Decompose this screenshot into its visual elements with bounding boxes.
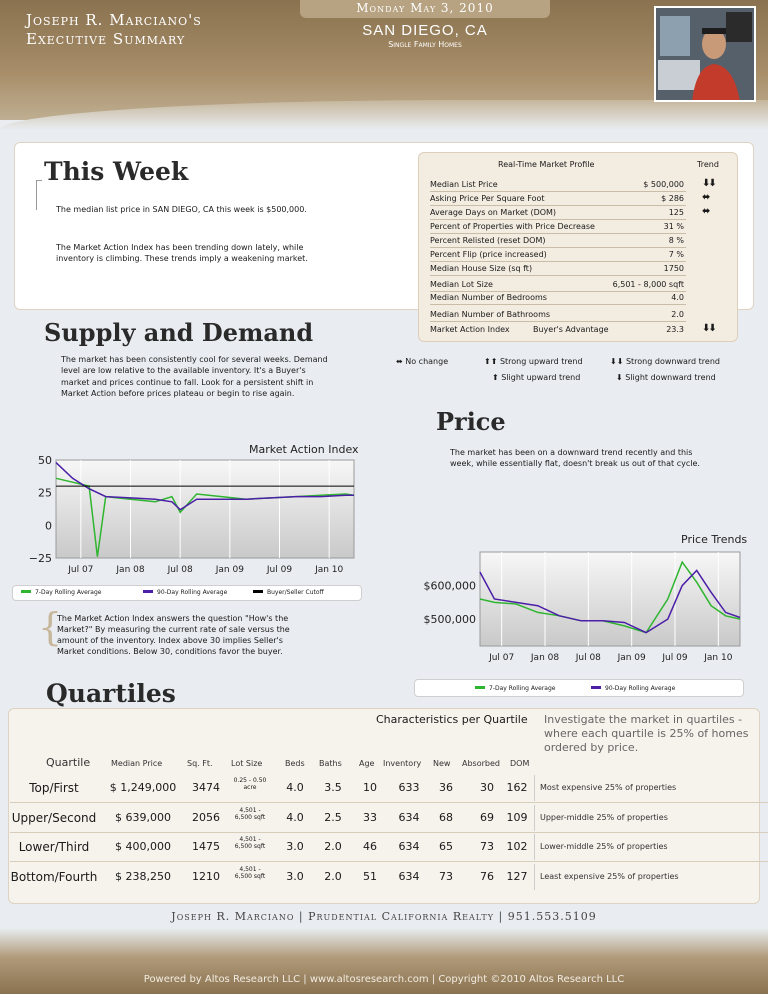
quartile-new: 65	[439, 840, 453, 853]
quartile-inventory: 634	[398, 840, 420, 853]
quartile-sqft: 2056	[192, 811, 220, 824]
quartile-inventory: 634	[398, 811, 420, 824]
quartile-description: Upper-middle 25% of properties	[540, 813, 668, 822]
this-week-heading: This Week	[44, 157, 189, 186]
profile-row	[430, 234, 686, 248]
profile-row	[430, 248, 686, 262]
profile-row-value: 1750	[663, 264, 684, 273]
price-legend-7day: 7-Day Rolling Average	[489, 685, 556, 692]
legend-green-swatch	[21, 590, 31, 593]
quartile-absorbed: 30	[480, 781, 494, 794]
mai-value: 23.3	[666, 325, 684, 334]
quartile-lot-line2: 6,500 sqft	[234, 873, 266, 880]
supply-demand-heading: Supply and Demand	[44, 318, 314, 347]
quartile-row	[10, 803, 768, 833]
this-week-para2-l1: The Market Action Index has been trending down lately, while	[56, 243, 304, 252]
quartile-absorbed: 73	[480, 840, 494, 853]
quartile-new: 36	[439, 781, 453, 794]
quartile-name: Bottom/Fourth	[10, 870, 98, 884]
mai-trend-icon: ⬇⬇	[702, 323, 715, 334]
profile-row-value: 4.0	[671, 293, 684, 302]
report-date: Monday May 3, 2010	[300, 0, 550, 18]
quartile-row	[10, 862, 768, 892]
profile-row-value: 7 %	[668, 250, 684, 259]
mai-legend-cutoff: Buyer/Seller Cutoff	[267, 589, 324, 596]
q-hdr-quartile: Quartile	[46, 756, 91, 769]
profile-row-label: Asking Price Per Square Foot	[430, 194, 545, 203]
legend-no-change-label: No change	[405, 357, 449, 366]
quartile-age: 46	[363, 840, 377, 853]
quartile-baths: 2.5	[324, 811, 342, 824]
agent-contact-line: Joseph R. Marciano | Prudential California Realty | 951.553.5109	[171, 910, 597, 923]
y-tick-label: −25	[28, 552, 52, 565]
profile-row-label: Percent of Properties with Price Decrease	[430, 222, 595, 231]
supply-text-l1: The market has been consistently cool for several weeks. Demand	[61, 355, 328, 364]
mai-note-l4: Market conditions. Below 30, conditions favor the buyer.	[57, 647, 283, 656]
q-hdr-age: Age	[359, 759, 375, 768]
legend-black-swatch	[253, 590, 263, 593]
quartile-description: Least expensive 25% of properties	[540, 872, 679, 881]
supply-text-l3: market and prices continue to fall. Look for a persistent shift in	[61, 378, 314, 387]
strong-up-icon: ⬆⬆	[484, 357, 498, 366]
footer-powered-by: Powered by Altos Research LLC | www.altosresearch.com | Copyright ©2010 Altos Research LLC	[143, 974, 625, 985]
profile-row-label: Percent Flip (price increased)	[430, 250, 547, 259]
x-tick-label: Jul 08	[575, 653, 601, 663]
price-chart	[410, 548, 760, 672]
legend-slight-down-label: Slight downward trend	[625, 373, 716, 382]
x-tick-label: Jan 08	[116, 565, 145, 575]
quartile-inventory: 634	[398, 870, 420, 883]
x-tick-label: Jul 08	[167, 565, 193, 575]
quartile-absorbed: 76	[480, 870, 494, 883]
price-legend-90day: 90-Day Rolling Average	[605, 685, 676, 692]
profile-title: Real-Time Market Profile	[498, 160, 595, 169]
legend-strong-up-label: Strong upward trend	[499, 357, 583, 366]
quartile-sqft: 1475	[192, 840, 220, 853]
profile-row-value: $ 286	[661, 194, 684, 203]
profile-row-value: 31 %	[663, 222, 684, 231]
q-hdr-absorbed: Absorbed	[462, 759, 500, 768]
price-chart-title: Price Trends	[681, 533, 748, 546]
property-type: Single Family Homes	[388, 40, 462, 49]
quartile-lot-line2: 6,500 sqft	[234, 843, 266, 850]
q-hdr-dom: DOM	[510, 759, 530, 768]
profile-row	[430, 178, 686, 192]
profile-row	[430, 291, 686, 305]
legend-slight-down	[616, 373, 716, 382]
quartile-description: Most expensive 25% of properties	[540, 783, 677, 792]
quartile-lot-line1: 4,501 -	[239, 807, 261, 814]
price-chart-legend	[414, 679, 744, 697]
quartile-dom: 127	[506, 870, 528, 883]
x-tick-label: Jan 09	[215, 565, 244, 575]
q-hdr-beds: Beds	[285, 759, 305, 768]
price-legend-purple-swatch	[591, 686, 601, 689]
trend-icon: ⬇⬇	[702, 178, 715, 189]
x-tick-label: Jul 09	[662, 653, 688, 663]
profile-row-value: $ 500,000	[643, 180, 684, 189]
slight-down-icon: ⬇	[616, 373, 623, 382]
city-name: SAN DIEGO, CA	[362, 22, 488, 39]
quartile-lot-size	[230, 866, 270, 880]
price-text-l1: The market has been on a downward trend recently and this	[450, 448, 693, 457]
mai-row	[430, 323, 686, 337]
quartile-lot-line1: 4,501 -	[239, 866, 261, 873]
quartile-description: Lower-middle 25% of properties	[540, 842, 668, 851]
profile-row	[430, 262, 686, 276]
profile-row-value: 125	[668, 208, 684, 217]
profile-row-label: Median House Size (sq ft)	[430, 264, 533, 273]
profile-row-label: Median Number of Bathrooms	[430, 310, 551, 319]
quartile-lot-line1: 4,501 -	[239, 836, 261, 843]
q-hdr-lot-size: Lot Size	[231, 759, 263, 768]
quartiles-heading: Quartiles	[46, 679, 176, 708]
report-title-line2: Executive Summary	[26, 30, 186, 48]
q-hdr-sqft: Sq. Ft.	[187, 759, 213, 768]
plot-area	[480, 552, 740, 646]
quartile-row	[10, 832, 768, 862]
quartile-baths: 2.0	[324, 870, 342, 883]
quartile-absorbed: 69	[480, 811, 494, 824]
quartile-sqft: 3474	[192, 781, 220, 794]
x-tick-label: Jul 07	[68, 565, 94, 575]
profile-row-label: Median List Price	[430, 180, 498, 189]
legend-strong-down-label: Strong downward trend	[625, 357, 720, 366]
trend-icon: ⬌	[702, 192, 709, 203]
quartile-age: 51	[363, 870, 377, 883]
quartile-lot-line1: 0.25 - 0.50	[233, 777, 267, 784]
quartile-separator	[534, 775, 535, 801]
slight-up-icon: ⬆	[492, 373, 499, 382]
brace-decoration: {	[38, 605, 63, 649]
mai-chart-title: Market Action Index	[249, 443, 359, 456]
quartile-lot-line2: 6,500 sqft	[234, 814, 266, 821]
profile-row-value: 8 %	[668, 236, 684, 245]
quartile-name: Upper/Second	[11, 811, 97, 825]
mai-chart	[0, 455, 370, 583]
x-tick-label: Jan 10	[315, 565, 344, 575]
legend-no-change	[396, 357, 448, 366]
x-tick-label: Jul 07	[489, 653, 515, 663]
y-tick-label: $500,000	[423, 613, 476, 627]
quartile-lot-size	[230, 777, 270, 791]
legend-slight-up-label: Slight upward trend	[501, 373, 581, 382]
quartile-dom: 109	[506, 811, 528, 824]
mai-note-l1: The Market Action Index answers the question "How's the	[57, 614, 289, 623]
trend-icon: ⬌	[702, 206, 709, 217]
y-tick-label: 50	[38, 455, 52, 467]
quartile-inventory: 633	[398, 781, 420, 794]
mai-legend-90day: 90-Day Rolling Average	[157, 589, 228, 596]
profile-row	[430, 220, 686, 234]
strong-down-icon: ⬇⬇	[610, 357, 624, 366]
quartile-separator	[534, 864, 535, 890]
q-hdr-new: New	[433, 759, 451, 768]
quartile-dom: 102	[506, 840, 528, 853]
profile-row	[430, 278, 686, 292]
quartile-separator	[534, 834, 535, 860]
quartile-new: 68	[439, 811, 453, 824]
quartile-dom: 162	[506, 781, 528, 794]
quartile-lot-size	[230, 807, 270, 821]
this-week-para2-l2: inventory is climbing. These trends imply a weakening market.	[56, 254, 308, 263]
quartile-lot-line2: acre	[243, 784, 257, 791]
this-week-para1: The median list price in SAN DIEGO, CA this week is $500,000.	[56, 205, 307, 214]
q-hdr-median-price: Median Price	[111, 759, 163, 768]
quartile-lot-size	[230, 836, 270, 850]
price-heading: Price	[436, 407, 506, 436]
quartile-separator	[534, 805, 535, 831]
x-tick-label: Jan 10	[704, 653, 733, 663]
quartile-price: $ 400,000	[115, 840, 171, 853]
profile-row-label: Percent Relisted (reset DOM)	[430, 236, 546, 245]
quartile-beds: 3.0	[286, 870, 304, 883]
profile-row	[430, 192, 686, 206]
quartile-price: $ 238,250	[115, 870, 171, 883]
quartile-baths: 3.5	[324, 781, 342, 794]
x-tick-label: Jan 08	[530, 653, 560, 663]
y-tick-label: 0	[45, 519, 52, 533]
mai-chart-legend	[12, 585, 362, 601]
profile-row	[430, 206, 686, 220]
profile-row-value: 6,501 - 8,000 sqft	[612, 280, 684, 289]
plot-area	[56, 460, 354, 558]
quartiles-char-title: Characteristics per Quartile	[376, 713, 528, 726]
profile-row-label: Median Number of Bedrooms	[430, 293, 547, 302]
q-hdr-inventory: Inventory	[383, 759, 422, 768]
mai-note-l3: amount of the inventory. Index above 30 implies Seller's	[57, 636, 283, 645]
quartile-name: Top/First	[29, 781, 79, 795]
quartile-beds: 4.0	[286, 811, 304, 824]
no-change-icon: ⬌	[396, 357, 403, 366]
price-text-l2: week, while essentially flat, doesn't break us out of that cycle.	[450, 459, 700, 468]
x-tick-label: Jan 09	[617, 653, 646, 663]
quartile-age: 33	[363, 811, 377, 824]
supply-text-l4: Market Action before prices plateau or begin to rise again.	[61, 389, 295, 398]
mai-label: Market Action Index	[430, 325, 510, 334]
mai-note-l2: Market?" By measuring the current rate of sale versus the	[57, 625, 290, 634]
quartile-new: 73	[439, 870, 453, 883]
quartile-name: Lower/Third	[18, 840, 90, 854]
legend-purple-swatch	[143, 590, 153, 593]
bracket-decoration	[36, 180, 42, 210]
x-tick-label: Jul 09	[266, 565, 293, 575]
profile-row-label: Average Days on Market (DOM)	[430, 208, 557, 217]
quartiles-investigate: Investigate the market in quartiles - where each quartile is 25% of homes ordered by price.	[544, 713, 749, 754]
mai-status: Buyer's Advantage	[533, 325, 609, 334]
quartile-sqft: 1210	[192, 870, 220, 883]
y-tick-label: $600,000	[423, 579, 476, 593]
quartile-row	[10, 773, 768, 803]
quartile-beds: 3.0	[286, 840, 304, 853]
legend-slight-up	[492, 373, 580, 382]
profile-row	[430, 308, 686, 322]
legend-strong-up	[484, 357, 583, 366]
report-title	[26, 11, 202, 49]
agent-photo	[654, 6, 756, 102]
q-hdr-baths: Baths	[319, 759, 342, 768]
mai-legend-7day: 7-Day Rolling Average	[35, 589, 102, 596]
profile-row-label: Median Lot Size	[430, 280, 493, 289]
report-title-line1: Joseph R. Marciano's	[26, 11, 202, 29]
price-legend-green-swatch	[475, 686, 485, 689]
quartile-price: $ 1,249,000	[109, 781, 177, 794]
supply-text-l2: level are low relative to the available inventory. It's a Buyer's	[61, 366, 306, 375]
quartile-price: $ 639,000	[115, 811, 171, 824]
legend-strong-down	[610, 357, 720, 366]
quartile-baths: 2.0	[324, 840, 342, 853]
quartile-beds: 4.0	[286, 781, 304, 794]
profile-row-value: 2.0	[671, 310, 684, 319]
profile-trend-header: Trend	[697, 160, 719, 169]
y-tick-label: 25	[38, 486, 52, 500]
quartile-age: 10	[363, 781, 377, 794]
